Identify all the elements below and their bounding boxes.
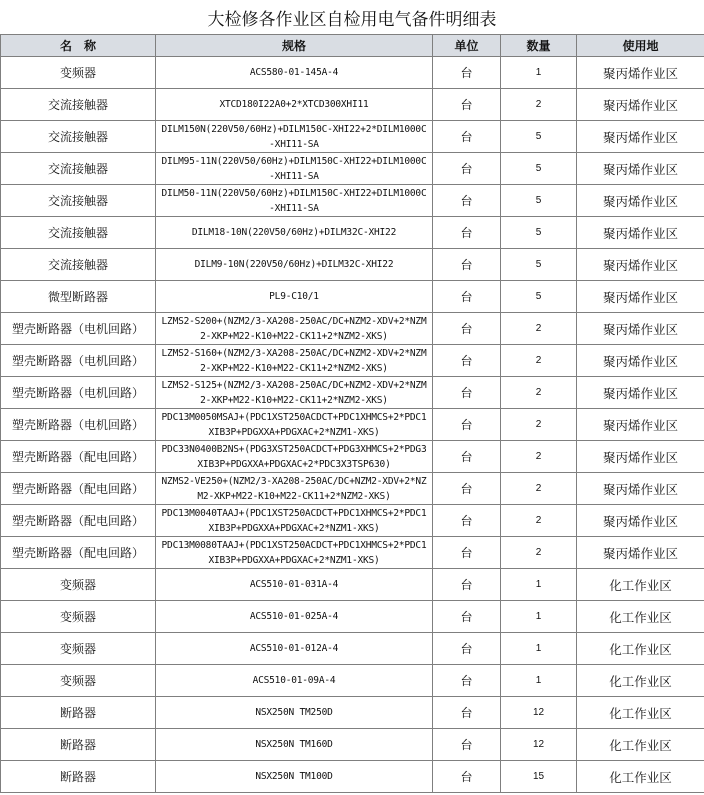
name-cell[interactable]: 断路器	[1, 761, 156, 793]
unit-cell[interactable]: 台	[433, 153, 501, 185]
unit-cell[interactable]: 台	[433, 729, 501, 761]
name-cell[interactable]: 变频器	[1, 57, 156, 89]
unit-cell[interactable]: 台	[433, 473, 501, 505]
table-row	[1, 697, 704, 729]
spare-parts-table	[0, 34, 704, 793]
location-cell[interactable]: 聚丙烯作业区	[577, 249, 704, 281]
table-row	[1, 377, 704, 409]
name-cell[interactable]: 塑壳断路器（配电回路）	[1, 537, 156, 569]
spec-cell[interactable]: PL9-C10/1	[156, 281, 433, 313]
location-cell[interactable]: 聚丙烯作业区	[577, 217, 704, 249]
qty-cell[interactable]: 2	[501, 345, 577, 377]
location-cell[interactable]: 化工作业区	[577, 665, 704, 697]
location-cell[interactable]: 化工作业区	[577, 729, 704, 761]
qty-cell[interactable]: 12	[501, 729, 577, 761]
location-cell[interactable]: 聚丙烯作业区	[577, 121, 704, 153]
location-cell[interactable]: 聚丙烯作业区	[577, 281, 704, 313]
header-name[interactable]: 名 称	[1, 35, 156, 57]
qty-cell[interactable]: 1	[501, 569, 577, 601]
table-row	[1, 409, 704, 441]
location-cell[interactable]: 聚丙烯作业区	[577, 185, 704, 217]
name-cell[interactable]: 断路器	[1, 729, 156, 761]
table-row	[1, 57, 704, 89]
qty-cell[interactable]: 2	[501, 537, 577, 569]
location-cell[interactable]: 化工作业区	[577, 697, 704, 729]
location-cell[interactable]: 聚丙烯作业区	[577, 89, 704, 121]
spec-cell[interactable]: NZMS2-VE250+(NZM2/3-XA208-250AC/DC+NZM2-XDV+2*NZM2-XKP+M22-K10+M22-CK11+2*NZM2-XKS)	[156, 473, 433, 505]
qty-cell[interactable]: 5	[501, 281, 577, 313]
header-location[interactable]: 使用地	[577, 35, 704, 57]
spec-cell[interactable]: XTCD180I22A0+2*XTCD300XHI11	[156, 89, 433, 121]
unit-cell[interactable]: 台	[433, 121, 501, 153]
table-row	[1, 729, 704, 761]
spec-cell[interactable]: LZMS2-S200+(NZM2/3-XA208-250AC/DC+NZM2-XDV+2*NZM2-XKP+M22-K10+M22-CK11+2*NZM2-XKS)	[156, 313, 433, 345]
unit-cell[interactable]: 台	[433, 313, 501, 345]
spec-cell[interactable]: PDC13M0040TAAJ+(PDC1XST250ACDCT+PDC1XHMCS+2*PDC1XIB3P+PDGXXA+PDGXAC+2*NZM1-XKS)	[156, 505, 433, 537]
qty-cell[interactable]: 5	[501, 185, 577, 217]
location-cell[interactable]: 化工作业区	[577, 761, 704, 793]
name-cell[interactable]: 交流接触器	[1, 217, 156, 249]
table-row	[1, 185, 704, 217]
location-cell[interactable]: 化工作业区	[577, 569, 704, 601]
name-cell[interactable]: 交流接触器	[1, 249, 156, 281]
unit-cell[interactable]: 台	[433, 697, 501, 729]
qty-cell[interactable]: 12	[501, 697, 577, 729]
location-cell[interactable]: 聚丙烯作业区	[577, 57, 704, 89]
location-cell[interactable]: 聚丙烯作业区	[577, 345, 704, 377]
location-cell[interactable]: 聚丙烯作业区	[577, 153, 704, 185]
table-row	[1, 761, 704, 793]
table-row	[1, 473, 704, 505]
qty-cell[interactable]: 5	[501, 217, 577, 249]
qty-cell[interactable]: 5	[501, 249, 577, 281]
table-row	[1, 569, 704, 601]
name-cell[interactable]: 微型断路器	[1, 281, 156, 313]
qty-cell[interactable]: 1	[501, 57, 577, 89]
qty-cell[interactable]: 15	[501, 761, 577, 793]
spec-cell[interactable]: ACS510-01-025A-4	[156, 601, 433, 633]
table-body	[1, 57, 704, 793]
spec-cell[interactable]: ACS580-01-145A-4	[156, 57, 433, 89]
spec-cell[interactable]: DILM95-11N(220V50/60Hz)+DILM150C-XHI22+DILM1000C-XHI11-SA	[156, 153, 433, 185]
location-cell[interactable]: 聚丙烯作业区	[577, 313, 704, 345]
spec-cell[interactable]: DILM18-10N(220V50/60Hz)+DILM32C-XHI22	[156, 217, 433, 249]
header-qty[interactable]: 数量	[501, 35, 577, 57]
table-row	[1, 121, 704, 153]
qty-cell[interactable]: 2	[501, 441, 577, 473]
qty-cell[interactable]: 5	[501, 121, 577, 153]
qty-cell[interactable]: 2	[501, 505, 577, 537]
location-cell[interactable]: 聚丙烯作业区	[577, 377, 704, 409]
unit-cell[interactable]: 台	[433, 281, 501, 313]
spec-cell[interactable]: LZMS2-S160+(NZM2/3-XA208-250AC/DC+NZM2-XDV+2*NZM2-XKP+M22-K10+M22-CK11+2*NZM2-XKS)	[156, 345, 433, 377]
unit-cell[interactable]: 台	[433, 409, 501, 441]
table-row	[1, 153, 704, 185]
location-cell[interactable]: 聚丙烯作业区	[577, 505, 704, 537]
spec-cell[interactable]: ACS510-01-012A-4	[156, 633, 433, 665]
name-cell[interactable]: 交流接触器	[1, 121, 156, 153]
name-cell[interactable]: 变频器	[1, 569, 156, 601]
qty-cell[interactable]: 1	[501, 601, 577, 633]
spec-cell[interactable]: ACS510-01-031A-4	[156, 569, 433, 601]
qty-cell[interactable]: 2	[501, 473, 577, 505]
location-cell[interactable]: 化工作业区	[577, 601, 704, 633]
unit-cell[interactable]: 台	[433, 185, 501, 217]
table-row	[1, 601, 704, 633]
qty-cell[interactable]: 2	[501, 409, 577, 441]
spec-cell[interactable]: PDC33N0400B2NS+(PDG3XST250ACDCT+PDG3XHMCS+2*PDG3XIB3P+PDGXXA+PDGXAC+2*PDC3X3TSP630)	[156, 441, 433, 473]
table-row	[1, 249, 704, 281]
qty-cell[interactable]: 1	[501, 665, 577, 697]
name-cell[interactable]: 交流接触器	[1, 89, 156, 121]
table-row	[1, 313, 704, 345]
unit-cell[interactable]: 台	[433, 441, 501, 473]
name-cell[interactable]: 塑壳断路器（电机回路）	[1, 409, 156, 441]
unit-cell[interactable]: 台	[433, 89, 501, 121]
unit-cell[interactable]: 台	[433, 377, 501, 409]
spec-cell[interactable]: ACS510-01-09A-4	[156, 665, 433, 697]
table-row	[1, 505, 704, 537]
name-cell[interactable]: 塑壳断路器（配电回路）	[1, 441, 156, 473]
name-cell[interactable]: 断路器	[1, 697, 156, 729]
name-cell[interactable]: 变频器	[1, 665, 156, 697]
spec-cell[interactable]: DILM9-10N(220V50/60Hz)+DILM32C-XHI22	[156, 249, 433, 281]
table-row	[1, 89, 704, 121]
table-row	[1, 281, 704, 313]
spec-cell[interactable]: LZMS2-S125+(NZM2/3-XA208-250AC/DC+NZM2-XDV+2*NZM2-XKP+M22-K10+M22-CK11+2*NZM2-XKS)	[156, 377, 433, 409]
table-row	[1, 633, 704, 665]
header-row	[1, 35, 704, 57]
unit-cell[interactable]: 台	[433, 217, 501, 249]
unit-cell[interactable]: 台	[433, 665, 501, 697]
qty-cell[interactable]: 2	[501, 377, 577, 409]
unit-cell[interactable]: 台	[433, 345, 501, 377]
name-cell[interactable]: 塑壳断路器（配电回路）	[1, 473, 156, 505]
table-row	[1, 665, 704, 697]
header-spec[interactable]: 规格	[156, 35, 433, 57]
spec-cell[interactable]: PDC13M0050MSAJ+(PDC1XST250ACDCT+PDC1XHMCS+2*PDC1XIB3P+PDGXXA+PDGXAC+2*NZM1-XKS)	[156, 409, 433, 441]
unit-cell[interactable]: 台	[433, 633, 501, 665]
unit-cell[interactable]: 台	[433, 761, 501, 793]
qty-cell[interactable]: 2	[501, 89, 577, 121]
name-cell[interactable]: 塑壳断路器（电机回路）	[1, 313, 156, 345]
spec-cell[interactable]: PDC13M0080TAAJ+(PDC1XST250ACDCT+PDC1XHMCS+2*PDC1XIB3P+PDGXXA+PDGXAC+2*NZM1-XKS)	[156, 537, 433, 569]
qty-cell[interactable]: 2	[501, 313, 577, 345]
unit-cell[interactable]: 台	[433, 505, 501, 537]
name-cell[interactable]: 变频器	[1, 601, 156, 633]
location-cell[interactable]: 聚丙烯作业区	[577, 473, 704, 505]
unit-cell[interactable]: 台	[433, 57, 501, 89]
name-cell[interactable]: 变频器	[1, 633, 156, 665]
spec-cell[interactable]: DILM50-11N(220V50/60Hz)+DILM150C-XHI22+DILM1000C-XHI11-SA	[156, 185, 433, 217]
location-cell[interactable]: 化工作业区	[577, 633, 704, 665]
unit-cell[interactable]: 台	[433, 569, 501, 601]
table-row	[1, 441, 704, 473]
name-cell[interactable]: 塑壳断路器（配电回路）	[1, 505, 156, 537]
location-cell[interactable]: 聚丙烯作业区	[577, 409, 704, 441]
location-cell[interactable]: 聚丙烯作业区	[577, 537, 704, 569]
qty-cell[interactable]: 5	[501, 153, 577, 185]
name-cell[interactable]: 塑壳断路器（电机回路）	[1, 345, 156, 377]
unit-cell[interactable]: 台	[433, 537, 501, 569]
name-cell[interactable]: 交流接触器	[1, 185, 156, 217]
name-cell[interactable]: 交流接触器	[1, 153, 156, 185]
spec-cell[interactable]: NSX250N TM250D	[156, 697, 433, 729]
qty-cell[interactable]: 1	[501, 633, 577, 665]
sheet-title: 大检修各作业区自检用电气备件明细表	[207, 9, 497, 30]
unit-cell[interactable]: 台	[433, 601, 501, 633]
unit-cell[interactable]: 台	[433, 249, 501, 281]
table-row	[1, 345, 704, 377]
spec-cell[interactable]: NSX250N TM100D	[156, 761, 433, 793]
table-row	[1, 217, 704, 249]
header-unit[interactable]: 单位	[433, 35, 501, 57]
spec-cell[interactable]: NSX250N TM160D	[156, 729, 433, 761]
table-row	[1, 537, 704, 569]
name-cell[interactable]: 塑壳断路器（电机回路）	[1, 377, 156, 409]
spec-cell[interactable]: DILM150N(220V50/60Hz)+DILM150C-XHI22+2*DILM1000C-XHI11-SA	[156, 121, 433, 153]
location-cell[interactable]: 聚丙烯作业区	[577, 441, 704, 473]
